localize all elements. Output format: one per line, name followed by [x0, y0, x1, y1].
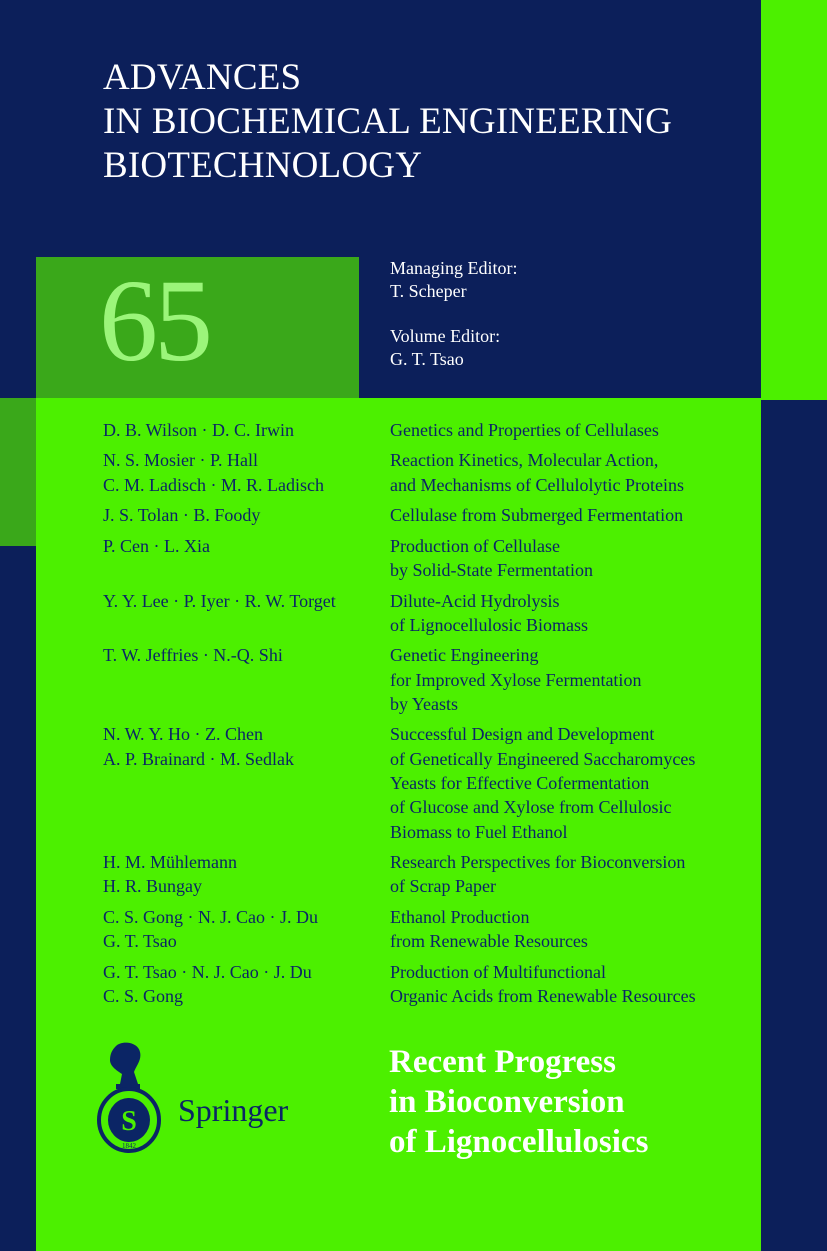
managing-editor-label: Managing Editor: [390, 258, 518, 278]
series-title-line: ADVANCES [103, 57, 302, 98]
springer-logo-year: 1842 [122, 1142, 136, 1150]
contents-entry [103, 850, 763, 899]
springer-knight-icon [94, 1040, 164, 1155]
entry-title [390, 503, 763, 527]
author-line: D. B. Wilson · D. C. Irwin [103, 420, 294, 440]
volume-number: 65 [99, 255, 209, 386]
volume-title-line: in Bioconversion [389, 1084, 625, 1120]
title-line: Production of Cellulase [390, 535, 560, 556]
entry-authors [103, 418, 390, 442]
entry-title [390, 643, 763, 716]
entry-authors [103, 534, 390, 583]
title-line: for Improved Xylose Fermentation [390, 669, 642, 690]
series-title-line: BIOTECHNOLOGY [103, 145, 423, 186]
entry-authors [103, 643, 390, 716]
entry-title [390, 534, 763, 583]
contents-entry [103, 448, 763, 497]
entry-title [390, 589, 763, 638]
title-line: Biomass to Fuel Ethanol [390, 821, 568, 842]
author-line: T. W. Jeffries · N.-Q. Shi [103, 645, 283, 666]
series-title-line: IN BIOCHEMICAL ENGINEERING [103, 101, 673, 142]
volume-editor-name: G. T. Tsao [390, 349, 464, 369]
entry-title [390, 960, 763, 1009]
title-line: Ethanol Production [390, 906, 530, 927]
title-line: of Genetically Engineered Saccharomyces [390, 748, 696, 769]
volume-title-line: of Lignocellulosics [389, 1124, 649, 1160]
contents-entry [103, 534, 763, 583]
contents-entry [103, 643, 763, 716]
contents-list [103, 418, 763, 1014]
title-line: by Yeasts [390, 693, 459, 714]
title-line: Successful Design and Development [390, 724, 655, 745]
author-line: C. M. Ladisch · M. R. Ladisch [103, 474, 324, 495]
author-line: G. T. Tsao · N. J. Cao · J. Du [103, 961, 312, 982]
contents-entry [103, 418, 763, 442]
title-line: Research Perspectives for Bioconversion [390, 852, 686, 873]
entry-authors [103, 905, 390, 954]
entry-authors [103, 722, 390, 843]
title-line: from Renewable Resources [390, 931, 588, 952]
entry-title [390, 448, 763, 497]
title-line: Reaction Kinetics, Molecular Action, [390, 450, 659, 471]
author-line: H. M. Mühlemann [103, 852, 237, 873]
entry-authors [103, 589, 390, 638]
publisher-name: Springer [178, 1092, 289, 1128]
title-line: Organic Acids from Renewable Resources [390, 985, 696, 1006]
entry-title [390, 905, 763, 954]
title-line: Production of Multifunctional [390, 961, 606, 982]
entry-title [390, 418, 763, 442]
title-line: Genetic Engineering [390, 645, 539, 666]
author-line: P. Cen · L. Xia [103, 535, 210, 556]
author-line: Y. Y. Lee · P. Iyer · R. W. Torget [103, 590, 336, 611]
author-line: A. P. Brainard · M. Sedlak [103, 748, 294, 769]
contents-entry [103, 960, 763, 1009]
entry-title [390, 850, 763, 899]
title-line: of Glucose and Xylose from Cellulosic [390, 797, 672, 818]
title-line: Dilute-Acid Hydrolysis [390, 590, 560, 611]
contents-entry [103, 503, 763, 527]
contents-entry [103, 589, 763, 638]
title-line: and Mechanisms of Cellulolytic Proteins [390, 474, 684, 495]
entry-title [390, 722, 763, 843]
volume-title-line: Recent Progress [389, 1044, 616, 1080]
svg-text:S: S [121, 1106, 137, 1137]
green-stripe-left [0, 398, 36, 546]
title-line: of Scrap Paper [390, 876, 496, 897]
volume-title [389, 1042, 648, 1162]
title-line: Cellulase from Submerged Fermentation [390, 505, 684, 526]
author-line: C. S. Gong · N. J. Cao · J. Du [103, 906, 319, 927]
author-line: H. R. Bungay [103, 876, 202, 897]
contents-entry [103, 905, 763, 954]
author-line: N. W. Y. Ho · Z. Chen [103, 724, 264, 745]
volume-editor-label: Volume Editor: [390, 326, 501, 346]
entry-authors [103, 448, 390, 497]
title-line: of Lignocellulosic Biomass [390, 614, 588, 635]
author-line: C. S. Gong [103, 985, 184, 1006]
series-title [103, 56, 783, 188]
author-line: N. S. Mosier · P. Hall [103, 450, 259, 471]
author-line: G. T. Tsao [103, 931, 177, 952]
title-line: Genetics and Properties of Cellulases [390, 420, 659, 440]
author-line: J. S. Tolan · B. Foody [103, 505, 261, 526]
entry-authors [103, 850, 390, 899]
managing-editor-name: T. Scheper [390, 281, 467, 301]
contents-entry [103, 722, 763, 843]
entry-authors [103, 960, 390, 1009]
title-line: by Solid-State Fermentation [390, 560, 593, 581]
entry-authors [103, 503, 390, 527]
title-line: Yeasts for Effective Cofermentation [390, 772, 650, 793]
